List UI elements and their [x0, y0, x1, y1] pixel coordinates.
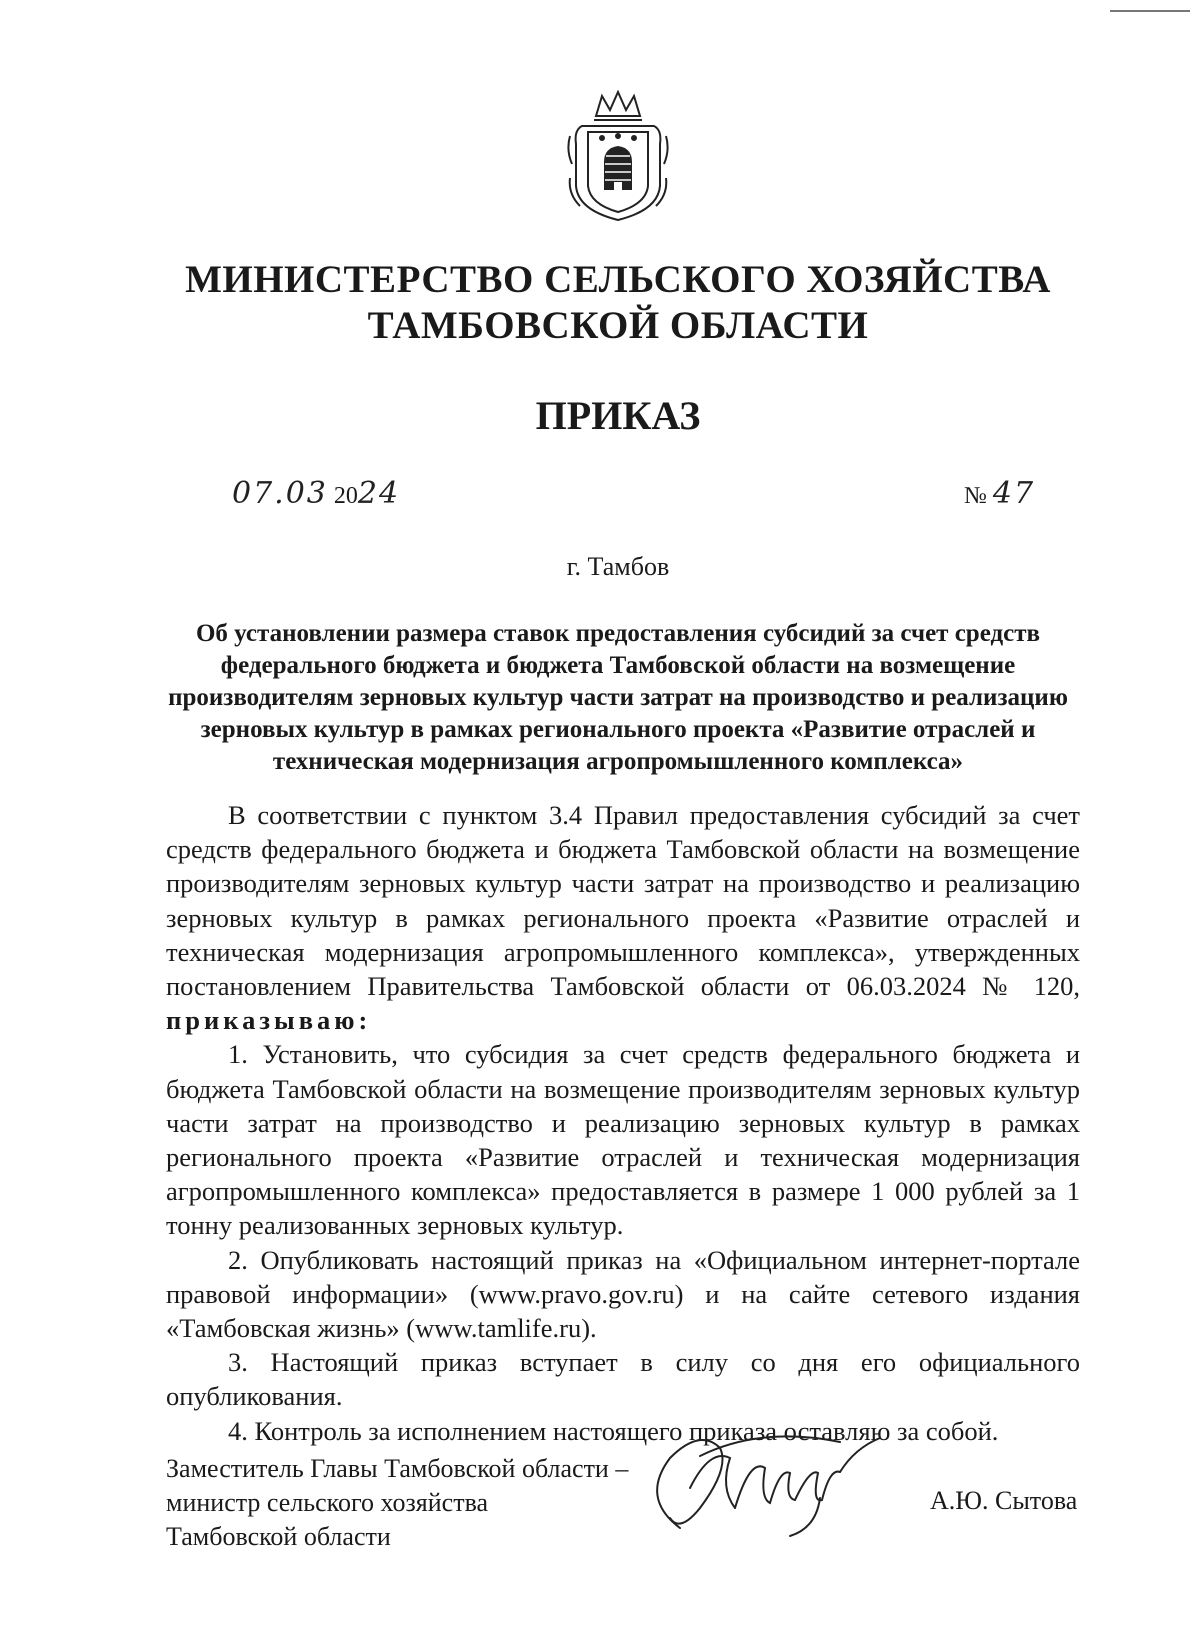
preamble-text: В соответствии с пунктом 3.4 Правил предоставления субсидий за счет средств федерального бюджета и бюджета Тамбовской области на возмещение производителям зерновых культур части затрат на производство и реализацию зерновых культур в рамках регионального проекта «Развитие отраслей и техническая модернизация агропромышленного комплекса», утвержденных постановлением Правительства Тамбовской области от 06.03.2024 № 120,: [166, 800, 1080, 1002]
number-label: №: [964, 483, 987, 509]
handwritten-signature-icon: [640, 1428, 890, 1538]
city: г. Тамбов: [566, 552, 670, 581]
year-handwritten: 24: [357, 476, 401, 511]
list-item: 2. Опубликовать настоящий приказ на «Официальном интернет-портале правовой информации» (www.pravo.gov.ru) и на сайте сетевого издания «Тамбовская жизнь» (www.tamlife.ru).: [166, 1244, 1080, 1344]
signatory-name: А.Ю. Сытова: [930, 1486, 1078, 1515]
scan-mark: [1110, 10, 1190, 13]
ministry-name-line1: МИНИСТЕРСТВО СЕЛЬСКОГО ХОЗЯЙСТВА: [185, 258, 1051, 301]
document-body: [166, 798, 1080, 1448]
number-handwritten: 47: [992, 476, 1036, 511]
ministry-name-line2: ТАМБОВСКОЙ ОБЛАСТИ: [367, 304, 869, 347]
list-item: 1. Установить, что субсидия за счет средств федерального бюджета и бюджета Тамбовской области на возмещение производителям зерновых культур части затрат на производство и реализацию зерновых культур в рамках регионального проекта «Развитие отраслей и техническая модернизация агропромышленного комплекса» предоставляется в размере 1 000 рублей за 1 тонну реализованных зерновых культур.: [166, 1039, 1080, 1241]
signatory-position-line: Тамбовской области: [166, 1522, 391, 1551]
signatory-position-line: Заместитель Главы Тамбовской области –: [166, 1454, 629, 1483]
preamble-paragraph: [166, 798, 1080, 1037]
tambov-coat-of-arms-icon: [564, 90, 672, 222]
list-item: 4. Контроль за исполнением настоящего приказа оставляю за собой.: [228, 1415, 999, 1446]
order-word: приказываю:: [166, 1005, 372, 1036]
document-type-title: ПРИКАЗ: [535, 393, 701, 438]
signatory-position-line: министр сельского хозяйства: [166, 1488, 489, 1517]
document-number: [964, 476, 1035, 511]
document-date: [232, 476, 400, 511]
date-handwritten: 07.03: [232, 476, 328, 511]
signatory-position: [166, 1452, 628, 1554]
year-prefix: 20: [333, 483, 358, 509]
document-heading: Об установлении размера ставок предоставления субсидий за счет средств федерального бюджета и бюджета Тамбовской области на возмещение производителям зерновых культур части затрат на производство и реализацию зерновых культур в рамках регионального проекта «Развитие отраслей и техническая модернизация агропромышленного комплекса»: [168, 620, 1068, 775]
list-item: 3. Настоящий приказ вступает в силу со дня его официального опубликования.: [166, 1347, 1080, 1412]
